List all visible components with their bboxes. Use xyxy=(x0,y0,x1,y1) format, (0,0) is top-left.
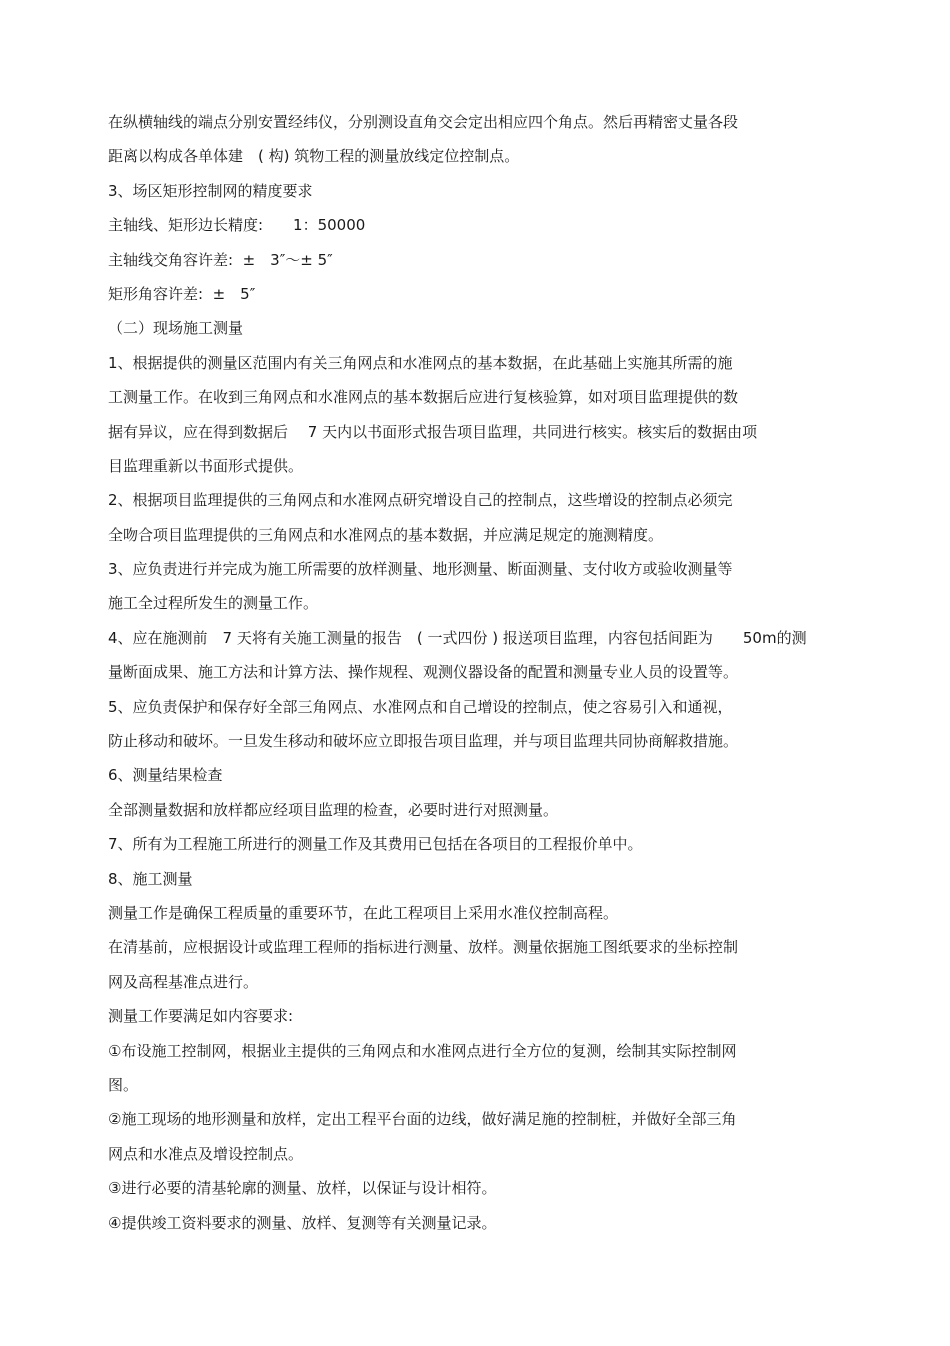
text-line: 2、根据项目监理提供的三角网点和水准网点研究增设自己的控制点，这些增设的控制点必须完 xyxy=(108,491,733,510)
text-line: 5、应负责保护和保存好全部三角网点、水准网点和自己增设的控制点，使之容易引入和通视， xyxy=(108,697,733,716)
text-line: 矩形角容许差: ± 5″ xyxy=(108,284,256,303)
text-line: 目监理重新以书面形式提供。 xyxy=(108,456,304,475)
text-line: 7、所有为工程施工所进行的测量工作及其费用已包括在各项目的工程报价单中。 xyxy=(108,835,643,854)
text-line: 6、测量结果检查 xyxy=(108,766,223,785)
text-line: 网及高程基准点进行。 xyxy=(108,972,259,991)
text-line: 主轴线交角容许差: ± 3″～± 5″ xyxy=(108,250,333,269)
text-line: 1、根据提供的测量区范围内有关三角网点和水准网点的基本数据，在此基础上实施其所需的施 xyxy=(108,353,733,372)
text-line: 网点和水准点及增设控制点。 xyxy=(108,1144,304,1163)
text-line: 主轴线、矩形边长精度: 1：50000 xyxy=(108,216,366,235)
text-line: 施工全过程所发生的测量工作。 xyxy=(108,594,319,613)
text-line: 3、场区矩形控制网的精度要求 xyxy=(108,181,313,200)
text-line: 全吻合项目监理提供的三角网点和水准网点的基本数据，并应满足规定的施测精度。 xyxy=(108,525,664,544)
text-line: 在纵横轴线的端点分别安置经纬仪，分别测设直角交会定出相应四个角点。然后再精密丈量各段 xyxy=(108,113,739,131)
text-line: 据有异议，应在得到数据后 7 天内以书面形式报告项目监理，共同进行核实。核实后的数据由项 xyxy=(108,422,758,441)
text-line: ③进行必要的清基轮廓的测量、放样，以保证与设计相符。 xyxy=(108,1179,497,1198)
body-text xyxy=(108,110,888,1245)
text-line: （二）现场施工测量 xyxy=(108,319,244,338)
text-line: 3、应负责进行并完成为施工所需要的放样测量、地形测量、断面测量、支付收方或验收测量等 xyxy=(108,560,733,579)
text-line: ④提供竣工资料要求的测量、放样、复测等有关测量记录。 xyxy=(108,1213,497,1232)
text-line: ①布设施工控制网，根据业主提供的三角网点和水准网点进行全方位的复测，绘制其实际控制网 xyxy=(108,1041,737,1060)
text-line: 量断面成果、施工方法和计算方法、操作规程、观测仪器设备的配置和测量专业人员的设置等。 xyxy=(108,663,739,682)
text-line: 工测量工作。在收到三角网点和水准网点的基本数据后应进行复核验算，如对项目监理提供的数 xyxy=(108,388,739,407)
text-line: 测量工作是确保工程质量的重要环节，在此工程项目上采用水准仪控制高程。 xyxy=(108,903,619,922)
text-line: 图。 xyxy=(108,1075,139,1094)
text-line: 在清基前，应根据设计或监理工程师的指标进行测量、放样。测量依据施工图纸要求的坐标控制 xyxy=(108,938,739,957)
text-line: 全部测量数据和放样都应经项目监理的检查，必要时进行对照测量。 xyxy=(108,800,559,819)
text-line: 防止移动和破坏。一旦发生移动和破坏应立即报告项目监理，并与项目监理共同协商解救措施。 xyxy=(108,732,739,751)
text-line: ②施工现场的地形测量和放样，定出工程平台面的边线，做好满足施的控制桩，并做好全部三角 xyxy=(108,1110,737,1129)
text-line: 8、施工测量 xyxy=(108,869,193,888)
text-line: 测量工作要满足如内容要求: xyxy=(108,1007,294,1026)
text-line: 4、应在施测前 7 天将有关施工测量的报告 ( 一式四份 ) 报送项目监理，内容包括间距为 50m的测 xyxy=(108,628,807,647)
text-line: 距离以构成各单体建 ( 构) 筑物工程的测量放线定位控制点。 xyxy=(108,147,520,166)
